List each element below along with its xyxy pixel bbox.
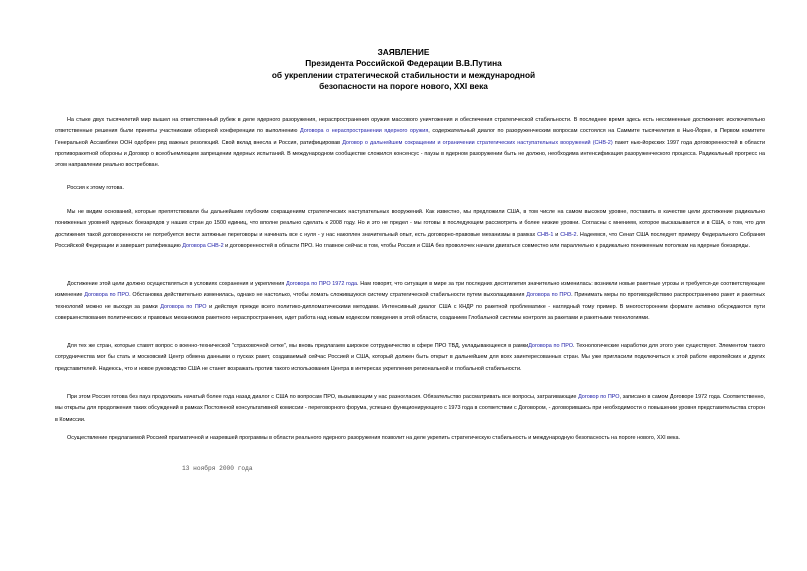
title-line-1: ЗАЯВЛЕНИЕ	[377, 47, 430, 57]
title-line-2: Президента Российской Федерации В.В.Путина	[305, 58, 502, 69]
paragraph-5-text: Для тех же стран, которые ставят вопрос о военно-технической "страховочной сетке", мы вновь предлагаем широкое сотрудничество в сфере ПРО ТВД, укладывающееся в рамки	[67, 343, 529, 349]
link-start-2-treaty[interactable]: Договор о дальнейшем сокращении и ограничении стратегических наступательных вооружений (СНВ-2)	[342, 139, 613, 146]
paragraph-5-text-2: . Технологические наработки для этого уже существуют. Элементом такого сотрудничества мог бы стать и московский Центр обмена данными о пусках ракет, создаваемый сейчас Россией и США, который должен быть открыт в дальнейшем для всех заинтересованных стран. Мы уже пригласили подключиться к этой работе европейских и других представителей. Надеюсь, что и новое руководство США не станет возражать против такого использования Центра в интересах укрепления региональной и глобальной стабильности.	[55, 343, 765, 372]
paragraph-6-text: При этом Россия готова без пауз продолжать начатый более года назад диалог с США по вопросам ПРО, вызывающим у нас разногласия. Обязательство рассматривать все вопросы, затрагивающие	[67, 394, 579, 400]
paragraph-3	[55, 207, 765, 252]
paragraph-5	[55, 341, 765, 375]
title-line-4: безопасности на пороге нового, XXI века	[319, 80, 488, 91]
paragraph-2-text: Россия к этому готова.	[67, 185, 124, 191]
paragraph-4-text-3: . Обстановка действительно изменилась, однако не настолько, чтобы ломать сложившуюся систему стратегической стабильности путем выхолащивания	[129, 292, 527, 299]
paragraph-7	[55, 433, 765, 444]
link-abm-treaty-5[interactable]: Договора по ПРО	[528, 343, 573, 349]
paragraph-1-text-2: , содержательный диалог по разоруженческим вопросам состоялся на Саммите тысячелетия в Нью-Йорке, в Первом комитете Генеральной Ассамблеи ООН одобрен ряд важных резолюций. Свой вклад внесла и Россия, ратифицировав	[55, 128, 765, 146]
statement-title	[0, 47, 807, 92]
paragraph-1-text-3: пакет нью-йоркских 1997 года договоренностей в области противоракетной обороны и Договор о всеобъемлющем запрещении ядерных испытаний. В международном сообществе сложился консенсус - паузы в ядерном разоружении быть не должно, необходима интенсификация разоруженческого процесса. Радикальный прогресс на этом направлении реально востребован.	[55, 139, 765, 169]
paragraph-3-text-3: . Надеемся, что Сенат США последует примеру Федерального Собрания Российской Федерации и завершит ратификацию	[55, 231, 765, 249]
link-abm-treaty-1972[interactable]: Договора по ПРО 1972 года	[285, 281, 358, 287]
paragraph-1	[55, 115, 765, 171]
statement-date: 13 ноября 2000 года	[182, 465, 253, 472]
link-abm-treaty-2[interactable]: Договора по ПРО	[84, 292, 130, 299]
paragraph-4	[55, 279, 765, 324]
paragraph-6-text-2: , записано в самом Договоре 1972 года. Соответственно, мы открыты для продолжения таких обсуждений в рамках Постоянной консультативной комиссии - переговорного форума, успешно функционирующего с 1973 года в соответствии с Договором, - договорившись при необходимости о повышении уровня представительства сторон в Комиссии.	[55, 394, 765, 423]
paragraph-6	[55, 392, 765, 426]
link-abm-treaty-4[interactable]: Договора по ПРО	[160, 303, 207, 310]
link-start-2-treaty-ratification[interactable]: Договора СНВ-2	[182, 242, 224, 249]
paragraph-2	[55, 183, 765, 194]
link-npt-treaty[interactable]: Договора о нераспространении ядерного оружия	[300, 128, 429, 135]
paragraph-4-text-5: и действуя прежде всего политико-дипломатическими методами. Интенсивный диалог США с КНДР по ракетной проблематике - наглядный тому пример. В многостороннем формате активно обсуждаются пути совершенствования политических и правовых механизмов ракетного нераспространения, идет работа над новым кодексом поведения в этой области, созданием Глобальной системы контроля за ракетами и ракетными технологиями.	[55, 303, 765, 321]
paragraph-1-text: На стыке двух тысячелетий мир вышел на ответственный рубеж в деле ядерного разоружения, нераспространения оружия массового уничтожения и обеспечения стратегической стабильности. В последнее время здесь есть несомненные достижения: исключительно ответственные решения были приняты участниками обзорной конференции по выполнению	[55, 117, 765, 135]
link-start-2[interactable]: СНВ-2	[560, 231, 577, 238]
paragraph-4-text: Достижение этой цели должно осуществляться в условиях сохранения и укрепления	[67, 281, 286, 287]
paragraph-3-text-2: и	[553, 231, 561, 238]
paragraph-3-text-4: и договоренностей в области ПРО. Но главное сейчас в том, чтобы Россия и США без проволочек начали двигаться совместно или параллельно к радикально пониженным потолкам на ядерные боезаряды.	[223, 242, 750, 249]
paragraph-7-text: Осуществление предлагаемой Россией прагматичной и назревшей программы в области реального ядерного разоружения позволит на деле укрепить стратегическую стабильность и международную безопасность на пороге нового, XXI века.	[67, 435, 681, 441]
title-line-3: об укреплении стратегической стабильности и международной	[271, 69, 536, 80]
paragraph-4-text-4: . Принимать меры по противодействию распространению ракет и ракетных технологий можно не выходя за рамки	[55, 292, 765, 310]
paragraph-4-text-2: . Нам говорят, что ситуация в мире за три последних десятилетия значительно изменилась: возникли новые ракетные угрозы и требуется-де соответствующее изменение	[55, 281, 765, 299]
paragraph-3-text: Мы не видим оснований, которые препятствовали бы дальнейшим глубоким сокращениям стратегических наступательных вооружений. Как известно, мы предложили США, в том числе на самом высоком уровне, поставить в качестве цели достижение радикально пониженных уровней ядерных боезарядов у наших стран до 1500 единиц, что вполне реально сделать к 2008 году. Но и это не предел - мы готовы в последующем рассмотреть и более низкие уровни. Согласны с мнением, которое высказывается и в США, о том, что для достижения такой договоренности не потребуется вести затяжные переговоры и начинать все с нуля - у нас накоплен значительный опыт, есть договорно-правовые механизмы в рамках	[55, 209, 765, 238]
link-abm-treaty-6[interactable]: Договор по ПРО	[578, 394, 620, 400]
link-abm-treaty-3[interactable]: Договора по ПРО	[526, 292, 572, 299]
link-start-1[interactable]: СНВ-1	[537, 231, 554, 238]
